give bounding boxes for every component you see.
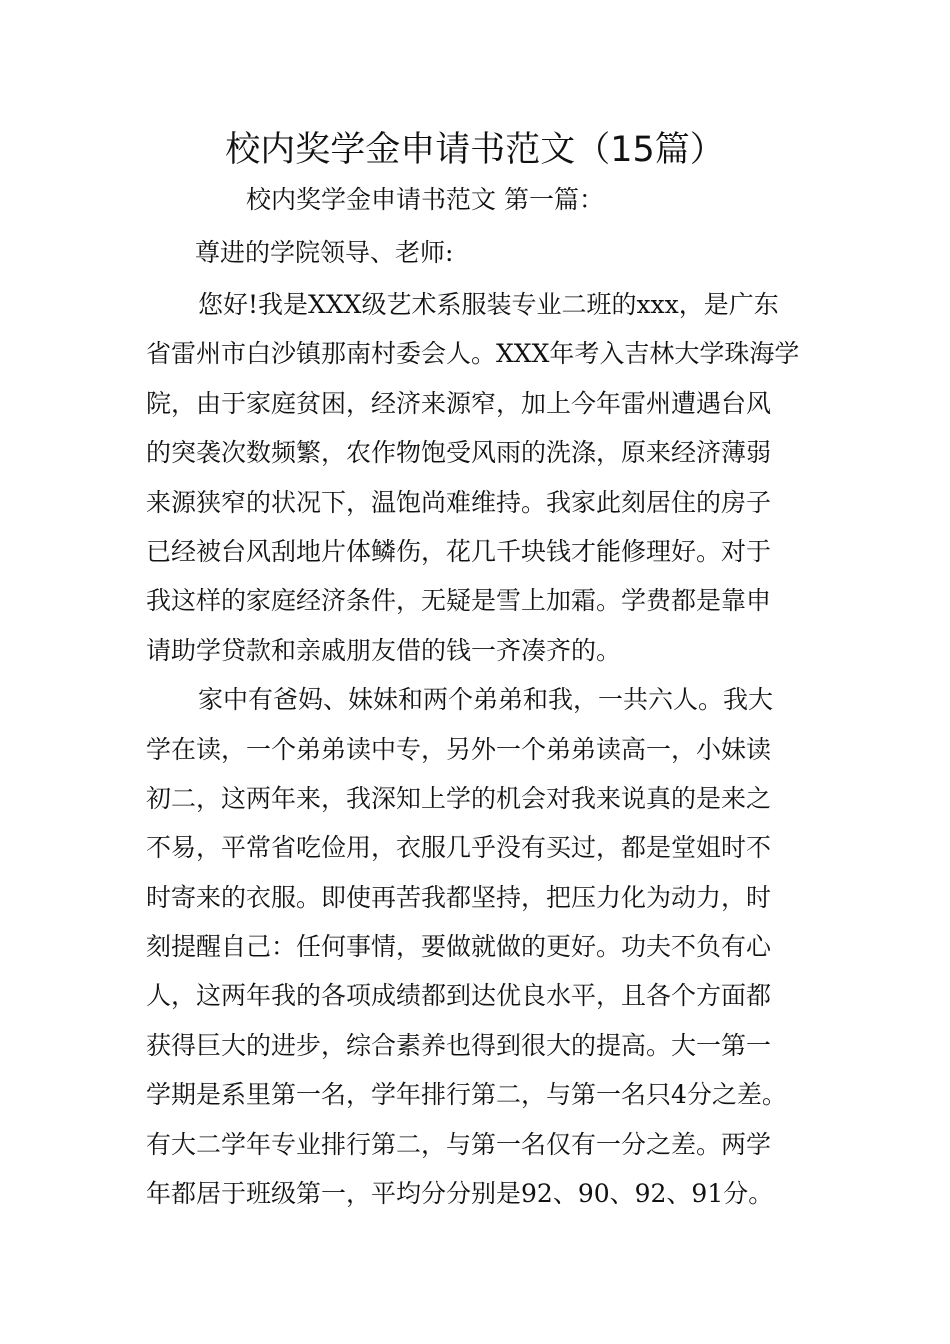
paragraph-line: 时寄来的衣服。即使再苦我都坚持，把压力化为动力，时 bbox=[146, 882, 772, 912]
paragraph-line: 您好!我是XXX级艺术系服装专业二班的xxx，是广东 bbox=[198, 290, 779, 319]
paragraph-line: 我这样的家庭经济条件，无疑是雪上加霜。学费都是靠申 bbox=[146, 586, 772, 616]
paragraph-line: 学在读，一个弟弟读中专，另外一个弟弟读高一，小妹读 bbox=[146, 734, 772, 764]
document-title: 校内奖学金申请书范文（15篇） bbox=[225, 130, 725, 170]
paragraph-line: 家中有爸妈、妹妹和两个弟弟和我，一共六人。我大 bbox=[198, 685, 774, 715]
document-subtitle: 校内奖学金申请书范文 第一篇： bbox=[246, 185, 604, 214]
paragraph-line: 年都居于班级第一，平均分分别是92、90、92、91分。 bbox=[146, 1179, 774, 1209]
paragraph-line: 省雷州市白沙镇那南村委会人。XXX年考入吉林大学珠海学 bbox=[146, 339, 800, 369]
paragraph-line: 人，这两年我的各项成绩都到达优良水平，且各个方面都 bbox=[146, 981, 772, 1011]
paragraph-line: 初二，这两年来，我深知上学的机会对我来说真的是来之 bbox=[146, 783, 772, 813]
paragraph-line: 院，由于家庭贫困，经济来源窄，加上今年雷州遭遇台风 bbox=[146, 388, 772, 418]
paragraph-line: 来源狭窄的状况下，温饱尚难维持。我家此刻居住的房子 bbox=[146, 487, 772, 517]
paragraph-line: 已经被台风刮地片体鳞伤，花几千块钱才能修理好。对于 bbox=[146, 536, 772, 566]
paragraph-line: 学期是系里第一名，学年排行第二，与第一名只4分之差。 bbox=[146, 1080, 787, 1110]
paragraph-line: 请助学贷款和亲戚朋友借的钱一齐凑齐的。 bbox=[146, 635, 622, 665]
paragraph-line: 的突袭次数频繁，农作物饱受风雨的洗涤，原来经济薄弱 bbox=[146, 438, 772, 468]
paragraph-line: 获得巨大的进步，综合素养也得到很大的提高。大一第一 bbox=[146, 1030, 772, 1060]
paragraph-line: 不易，平常省吃俭用，衣服几乎没有买过，都是堂姐时不 bbox=[146, 833, 772, 863]
paragraph-line: 刻提醒自己：任何事情，要做就做的更好。功夫不负有心 bbox=[146, 932, 772, 962]
paragraph-line: 有大二学年专业排行第二，与第一名仅有一分之差。两学 bbox=[146, 1129, 772, 1159]
salutation: 尊进的学院领导、老师: bbox=[195, 238, 454, 267]
document-body bbox=[146, 280, 812, 1218]
